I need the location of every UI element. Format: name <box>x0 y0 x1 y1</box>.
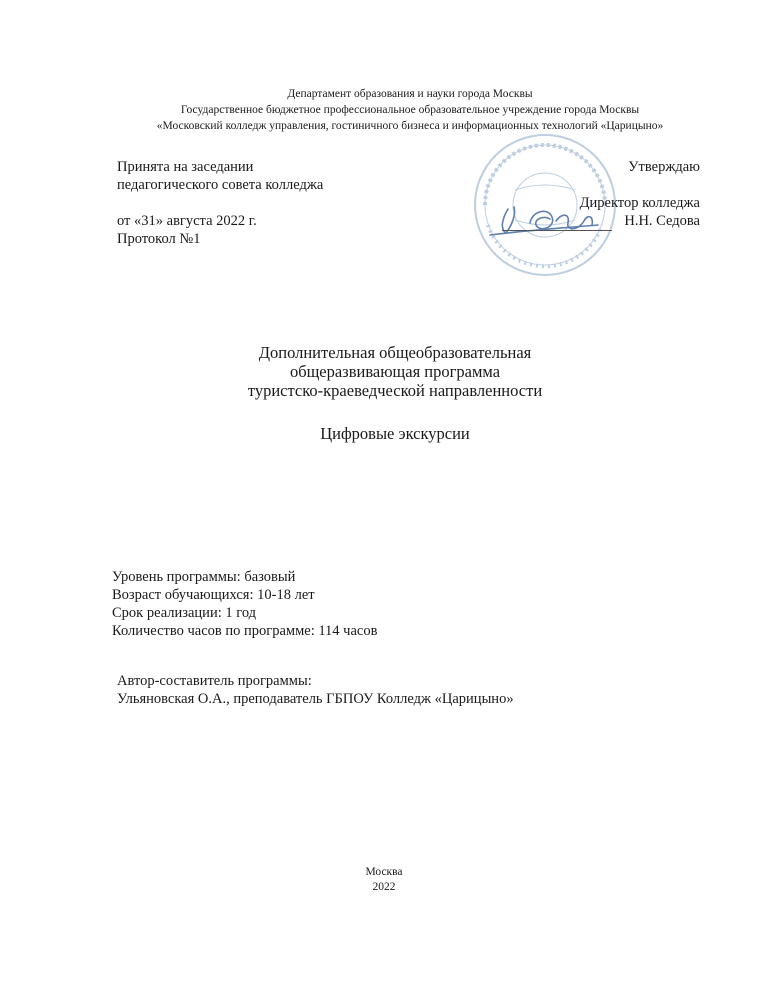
adopted-label: Принята на заседании <box>117 159 254 175</box>
header-college-name: «Московский колледж управления, гостиничного бизнеса и информационных технологий «Царицыно» <box>156 120 664 132</box>
author-label: Автор-составитель программы: <box>117 673 312 689</box>
author-block <box>117 672 514 708</box>
author-name: Ульяновская О.А., преподаватель ГБПОУ Колледж «Царицыно» <box>117 691 514 707</box>
program-level: Уровень программы: базовый <box>112 569 296 585</box>
program-parameters <box>112 568 377 640</box>
director-title: Директор колледжа <box>579 195 700 211</box>
approval-block-left <box>117 158 323 248</box>
adoption-date: от «31» августа 2022 г. <box>117 213 257 229</box>
footer-city: Москва <box>365 866 403 878</box>
program-title-line-1: Дополнительная общеобразовательная <box>258 343 532 362</box>
total-hours: Количество часов по программе: 114 часов <box>112 623 378 639</box>
header-institution: Государственное бюджетное профессиональное образовательное учреждение города Москвы <box>180 104 640 116</box>
program-title-line-2: общеразвивающая программа <box>289 362 501 381</box>
approval-block-right <box>580 158 700 230</box>
footer-year: 2022 <box>372 881 396 893</box>
protocol-number: Протокол №1 <box>117 231 201 247</box>
program-title <box>140 343 650 400</box>
program-name: Цифровые экскурсии <box>320 424 470 443</box>
director-name: Н.Н. Седова <box>624 213 700 229</box>
council-label: педагогического совета колледжа <box>117 177 324 193</box>
approve-label: Утверждаю <box>628 159 700 175</box>
program-title-line-3: туристско-краеведческой направленности <box>247 381 543 400</box>
implementation-term: Срок реализации: 1 год <box>112 605 257 621</box>
signature-line <box>502 230 612 231</box>
student-age: Возраст обучающихся: 10-18 лет <box>112 587 315 603</box>
document-footer <box>0 865 768 895</box>
header-department: Департамент образования и науки города Москвы <box>287 88 533 100</box>
document-header <box>100 86 720 134</box>
